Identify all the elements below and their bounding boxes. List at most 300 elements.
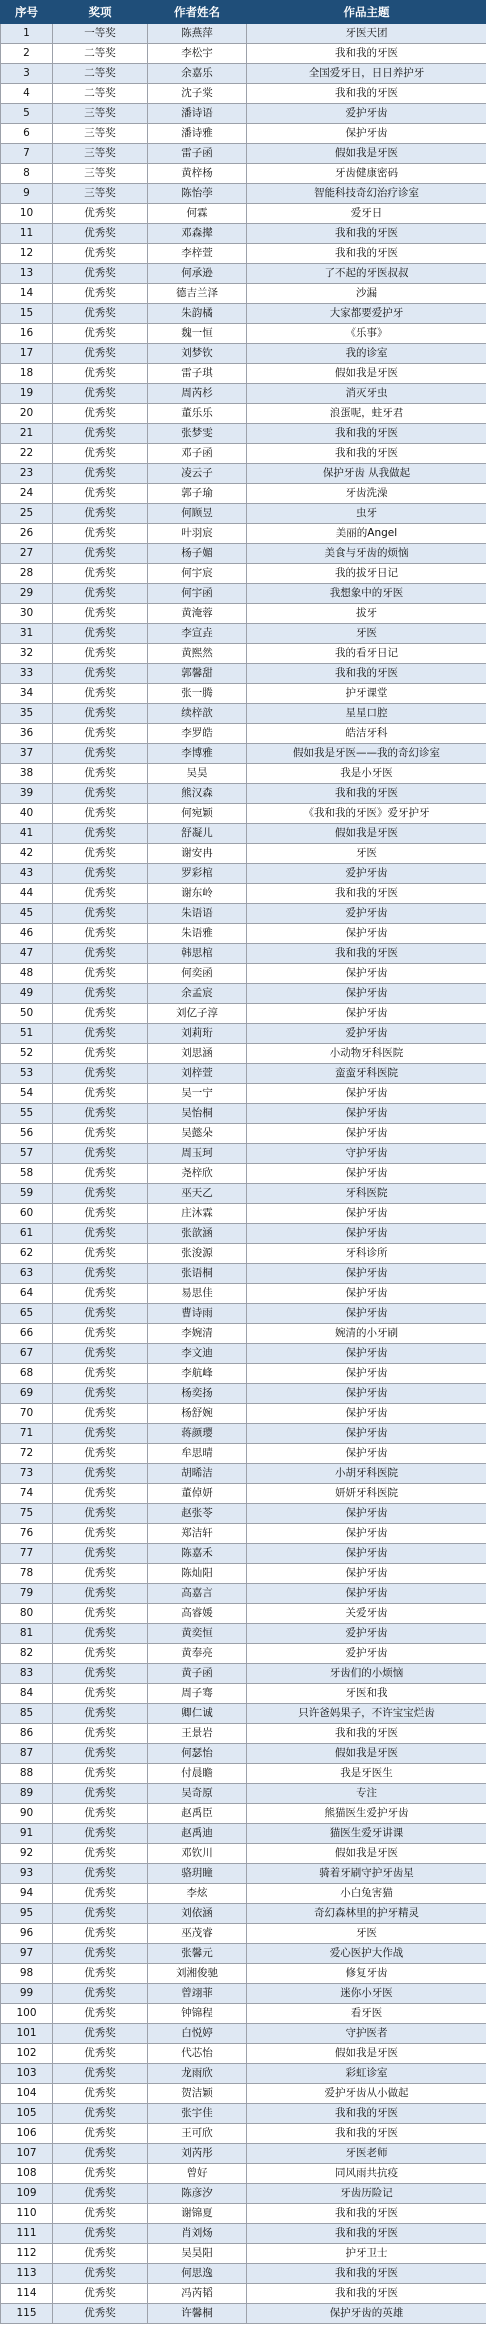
table-row (1, 284, 486, 304)
cell-author: 骆玥瞳 (148, 1864, 247, 1884)
cell-award: 优秀奖 (53, 504, 148, 524)
table-row (1, 1944, 486, 1964)
cell-author: 黄梓杨 (148, 164, 247, 184)
cell-award: 优秀奖 (53, 2224, 148, 2244)
table-row (1, 164, 486, 184)
cell-author: 张梦雯 (148, 424, 247, 444)
cell-number: 54 (1, 1084, 53, 1104)
cell-theme: 虫牙 (247, 504, 486, 524)
cell-theme: 我和我的牙医 (247, 424, 486, 444)
table-row (1, 1164, 486, 1184)
cell-number: 49 (1, 984, 53, 1004)
table-row (1, 1544, 486, 1564)
cell-award: 优秀奖 (53, 1824, 148, 1844)
cell-theme: 牙齿历险记 (247, 2184, 486, 2204)
cell-number: 13 (1, 264, 53, 284)
cell-author: 赵张苓 (148, 1504, 247, 1524)
cell-number: 9 (1, 184, 53, 204)
cell-number: 41 (1, 824, 53, 844)
cell-number: 74 (1, 1484, 53, 1504)
table-row (1, 1724, 486, 1744)
table-row (1, 1664, 486, 1684)
cell-theme: 保护牙齿 (247, 1364, 486, 1384)
cell-award: 优秀奖 (53, 584, 148, 604)
cell-author: 王景岩 (148, 1724, 247, 1744)
cell-author: 吴昊 (148, 764, 247, 784)
cell-author: 白悦婷 (148, 2024, 247, 2044)
cell-number: 29 (1, 584, 53, 604)
cell-theme: 我和我的牙医 (247, 2284, 486, 2304)
cell-number: 111 (1, 2224, 53, 2244)
table-row (1, 2264, 486, 2284)
cell-author: 何承逊 (148, 264, 247, 284)
cell-number: 43 (1, 864, 53, 884)
cell-number: 79 (1, 1584, 53, 1604)
cell-author: 吴奇原 (148, 1784, 247, 1804)
cell-number: 66 (1, 1324, 53, 1344)
cell-author: 何顾昱 (148, 504, 247, 524)
cell-theme: 保护牙齿 (247, 1084, 486, 1104)
table-row (1, 64, 486, 84)
cell-author: 牟思晴 (148, 1444, 247, 1464)
table-row (1, 1964, 486, 1984)
cell-author: 周子骞 (148, 1684, 247, 1704)
cell-theme: 保护牙齿 (247, 1344, 486, 1364)
cell-award: 三等奖 (53, 124, 148, 144)
cell-author: 德吉兰泽 (148, 284, 247, 304)
cell-number: 91 (1, 1824, 53, 1844)
cell-award: 三等奖 (53, 164, 148, 184)
cell-award: 优秀奖 (53, 224, 148, 244)
cell-author: 邓子函 (148, 444, 247, 464)
table-row (1, 1264, 486, 1284)
cell-number: 94 (1, 1884, 53, 1904)
table-row (1, 1844, 486, 1864)
cell-award: 优秀奖 (53, 1004, 148, 1024)
cell-number: 39 (1, 784, 53, 804)
table-row (1, 1824, 486, 1844)
cell-award: 优秀奖 (53, 1904, 148, 1924)
cell-number: 16 (1, 324, 53, 344)
cell-award: 二等奖 (53, 84, 148, 104)
cell-author: 魏一恒 (148, 324, 247, 344)
cell-author: 高睿媛 (148, 1604, 247, 1624)
cell-number: 77 (1, 1544, 53, 1564)
cell-award: 优秀奖 (53, 1044, 148, 1064)
cell-award: 优秀奖 (53, 1464, 148, 1484)
table-row (1, 24, 486, 44)
table-row (1, 664, 486, 684)
cell-theme: 我和我的牙医 (247, 884, 486, 904)
cell-author: 董乐乐 (148, 404, 247, 424)
cell-number: 59 (1, 1184, 53, 1204)
table-row (1, 84, 486, 104)
cell-number: 92 (1, 1844, 53, 1864)
cell-award: 优秀奖 (53, 244, 148, 264)
table-row (1, 1704, 486, 1724)
cell-author: 吴懿朵 (148, 1124, 247, 1144)
cell-theme: 保护牙齿 (247, 1424, 486, 1444)
table-row (1, 704, 486, 724)
table-row (1, 684, 486, 704)
cell-award: 优秀奖 (53, 1244, 148, 1264)
table-row (1, 1784, 486, 1804)
cell-theme: 我的拔牙日记 (247, 564, 486, 584)
cell-theme: 护牙课堂 (247, 684, 486, 704)
table-row (1, 1024, 486, 1044)
header-theme: 作品主题 (247, 1, 486, 24)
cell-theme: 假如我是牙医 (247, 824, 486, 844)
cell-award: 优秀奖 (53, 1844, 148, 1864)
table-row (1, 2244, 486, 2264)
cell-award: 优秀奖 (53, 1884, 148, 1904)
cell-number: 72 (1, 1444, 53, 1464)
table-row (1, 324, 486, 344)
cell-number: 20 (1, 404, 53, 424)
cell-number: 62 (1, 1244, 53, 1264)
cell-award: 优秀奖 (53, 464, 148, 484)
table-row (1, 904, 486, 924)
cell-award: 优秀奖 (53, 1444, 148, 1464)
cell-award: 优秀奖 (53, 1084, 148, 1104)
cell-award: 优秀奖 (53, 964, 148, 984)
cell-award: 优秀奖 (53, 1344, 148, 1364)
cell-theme: 牙医和我 (247, 1684, 486, 1704)
cell-theme: 熊猫医生爱护牙齿 (247, 1804, 486, 1824)
cell-author: 何宇函 (148, 584, 247, 604)
cell-number: 53 (1, 1064, 53, 1084)
cell-author: 刘芮彤 (148, 2144, 247, 2164)
cell-author: 李炫 (148, 1884, 247, 1904)
cell-award: 优秀奖 (53, 644, 148, 664)
cell-number: 35 (1, 704, 53, 724)
cell-theme: 爱护牙齿 (247, 104, 486, 124)
cell-theme: 保护牙齿 (247, 1444, 486, 1464)
table-row (1, 1584, 486, 1604)
cell-author: 李博雅 (148, 744, 247, 764)
cell-number: 10 (1, 204, 53, 224)
cell-award: 优秀奖 (53, 404, 148, 424)
cell-author: 朱语语 (148, 904, 247, 924)
cell-theme: 守护医者 (247, 2024, 486, 2044)
cell-theme: 保护牙齿 (247, 1004, 486, 1024)
table-row (1, 464, 486, 484)
cell-award: 优秀奖 (53, 1204, 148, 1224)
cell-theme: 我是牙医生 (247, 1764, 486, 1784)
table-row (1, 1224, 486, 1244)
cell-award: 优秀奖 (53, 604, 148, 624)
cell-theme: 我和我的牙医 (247, 224, 486, 244)
table-row (1, 1144, 486, 1164)
cell-author: 熊汉森 (148, 784, 247, 804)
table-row (1, 344, 486, 364)
table-row (1, 424, 486, 444)
table-row (1, 1424, 486, 1444)
cell-author: 许馨桐 (148, 2304, 247, 2324)
cell-theme: 护牙卫士 (247, 2244, 486, 2264)
table-row (1, 304, 486, 324)
table-row (1, 964, 486, 984)
cell-number: 2 (1, 44, 53, 64)
cell-theme: 专注 (247, 1784, 486, 1804)
cell-author: 易思佳 (148, 1284, 247, 1304)
cell-author: 贺洁颖 (148, 2084, 247, 2104)
cell-award: 优秀奖 (53, 564, 148, 584)
cell-award: 优秀奖 (53, 384, 148, 404)
cell-author: 陈怡荸 (148, 184, 247, 204)
cell-theme: 我和我的牙医 (247, 664, 486, 684)
cell-award: 优秀奖 (53, 364, 148, 384)
cell-number: 115 (1, 2304, 53, 2324)
cell-award: 优秀奖 (53, 1484, 148, 1504)
cell-theme: 假如我是牙医 (247, 1744, 486, 1764)
cell-number: 37 (1, 744, 53, 764)
cell-award: 优秀奖 (53, 1404, 148, 1424)
cell-award: 优秀奖 (53, 1164, 148, 1184)
cell-theme: 消灭牙虫 (247, 384, 486, 404)
cell-award: 优秀奖 (53, 1284, 148, 1304)
cell-author: 陈燕萍 (148, 24, 247, 44)
cell-number: 15 (1, 304, 53, 324)
cell-award: 优秀奖 (53, 484, 148, 504)
cell-number: 83 (1, 1664, 53, 1684)
cell-theme: 沙漏 (247, 284, 486, 304)
cell-theme: 保护牙齿 (247, 1264, 486, 1284)
cell-author: 杨子媚 (148, 544, 247, 564)
cell-author: 杨奕扬 (148, 1384, 247, 1404)
cell-award: 优秀奖 (53, 1744, 148, 1764)
cell-author: 黄奉亮 (148, 1644, 247, 1664)
cell-theme: 美丽的Angel (247, 524, 486, 544)
cell-number: 45 (1, 904, 53, 924)
cell-number: 47 (1, 944, 53, 964)
table-row (1, 924, 486, 944)
cell-theme: 爱护牙齿 (247, 864, 486, 884)
cell-theme: 假如我是牙医 (247, 2044, 486, 2064)
cell-award: 优秀奖 (53, 944, 148, 964)
cell-author: 邓森撵 (148, 224, 247, 244)
table-row (1, 1084, 486, 1104)
cell-award: 优秀奖 (53, 1184, 148, 1204)
cell-author: 巫天乙 (148, 1184, 247, 1204)
table-row (1, 264, 486, 284)
cell-author: 张一腾 (148, 684, 247, 704)
table-row (1, 2304, 486, 2324)
cell-number: 8 (1, 164, 53, 184)
table-row (1, 1364, 486, 1384)
cell-author: 雷子函 (148, 144, 247, 164)
table-row (1, 364, 486, 384)
cell-author: 朱韵橘 (148, 304, 247, 324)
cell-theme: 守护牙齿 (247, 1144, 486, 1164)
header-row (1, 1, 486, 24)
cell-number: 3 (1, 64, 53, 84)
cell-award: 二等奖 (53, 64, 148, 84)
cell-theme: 假如我是牙医 (247, 364, 486, 384)
cell-theme: 爱牙日 (247, 204, 486, 224)
cell-theme: 保护牙齿的英雄 (247, 2304, 486, 2324)
cell-award: 优秀奖 (53, 2284, 148, 2304)
cell-award: 优秀奖 (53, 1604, 148, 1624)
cell-author: 巫茂睿 (148, 1924, 247, 1944)
cell-author: 黄熙然 (148, 644, 247, 664)
cell-author: 何瑟怡 (148, 1744, 247, 1764)
cell-number: 42 (1, 844, 53, 864)
cell-award: 优秀奖 (53, 2024, 148, 2044)
cell-theme: 爱护牙齿 (247, 1644, 486, 1664)
cell-award: 优秀奖 (53, 1644, 148, 1664)
cell-award: 优秀奖 (53, 1984, 148, 2004)
cell-award: 优秀奖 (53, 284, 148, 304)
cell-number: 88 (1, 1764, 53, 1784)
table-row (1, 784, 486, 804)
cell-award: 优秀奖 (53, 1764, 148, 1784)
cell-number: 22 (1, 444, 53, 464)
cell-number: 107 (1, 2144, 53, 2164)
cell-number: 109 (1, 2184, 53, 2204)
cell-number: 5 (1, 104, 53, 124)
cell-author: 庄沐霖 (148, 1204, 247, 1224)
table-row (1, 1124, 486, 1144)
cell-award: 优秀奖 (53, 1224, 148, 1244)
cell-author: 李文迪 (148, 1344, 247, 1364)
cell-theme: 皓洁牙科 (247, 724, 486, 744)
table-row (1, 1464, 486, 1484)
cell-number: 25 (1, 504, 53, 524)
cell-theme: 关爱牙齿 (247, 1604, 486, 1624)
table-row (1, 1924, 486, 1944)
table-row (1, 804, 486, 824)
cell-number: 21 (1, 424, 53, 444)
cell-number: 71 (1, 1424, 53, 1444)
cell-number: 28 (1, 564, 53, 584)
table-row (1, 104, 486, 124)
cell-author: 钟锦程 (148, 2004, 247, 2024)
cell-author: 叶羽宸 (148, 524, 247, 544)
table-row (1, 1044, 486, 1064)
cell-number: 23 (1, 464, 53, 484)
cell-theme: 保护牙齿 (247, 924, 486, 944)
cell-author: 张歆涵 (148, 1224, 247, 1244)
cell-theme: 我和我的牙医 (247, 2124, 486, 2144)
table-row (1, 764, 486, 784)
cell-author: 朱语雅 (148, 924, 247, 944)
cell-theme: 保护牙齿 (247, 1384, 486, 1404)
cell-author: 龙雨欣 (148, 2064, 247, 2084)
cell-author: 谢锦夏 (148, 2204, 247, 2224)
cell-author: 谢安冉 (148, 844, 247, 864)
table-row (1, 1764, 486, 1784)
table-row (1, 2084, 486, 2104)
cell-theme: 了不起的牙医叔叔 (247, 264, 486, 284)
cell-author: 舒凝儿 (148, 824, 247, 844)
cell-theme: 小胡牙科医院 (247, 1464, 486, 1484)
table-row (1, 2044, 486, 2064)
cell-author: 曾好 (148, 2164, 247, 2184)
table-row (1, 1204, 486, 1224)
cell-theme: 保护牙齿 (247, 1544, 486, 1564)
cell-award: 优秀奖 (53, 324, 148, 344)
cell-award: 优秀奖 (53, 2264, 148, 2284)
cell-theme: 爱护牙齿 (247, 904, 486, 924)
cell-author: 黄奕恒 (148, 1624, 247, 1644)
cell-number: 85 (1, 1704, 53, 1724)
cell-award: 优秀奖 (53, 704, 148, 724)
cell-author: 郑洁轩 (148, 1524, 247, 1544)
cell-award: 优秀奖 (53, 1924, 148, 1944)
table-row (1, 444, 486, 464)
cell-number: 40 (1, 804, 53, 824)
cell-number: 44 (1, 884, 53, 904)
table-row (1, 604, 486, 624)
cell-award: 优秀奖 (53, 424, 148, 444)
table-row (1, 844, 486, 864)
cell-award: 优秀奖 (53, 2244, 148, 2264)
cell-author: 邓钦川 (148, 1844, 247, 1864)
cell-number: 6 (1, 124, 53, 144)
cell-number: 104 (1, 2084, 53, 2104)
cell-award: 优秀奖 (53, 744, 148, 764)
cell-number: 63 (1, 1264, 53, 1284)
cell-number: 108 (1, 2164, 53, 2184)
cell-number: 101 (1, 2024, 53, 2044)
cell-number: 58 (1, 1164, 53, 1184)
cell-award: 优秀奖 (53, 1504, 148, 1524)
table-row (1, 1804, 486, 1824)
cell-number: 95 (1, 1904, 53, 1924)
cell-award: 三等奖 (53, 184, 148, 204)
cell-number: 86 (1, 1724, 53, 1744)
cell-theme: 我和我的牙医 (247, 1724, 486, 1744)
cell-author: 周芮杉 (148, 384, 247, 404)
table-row (1, 2164, 486, 2184)
table-row (1, 1504, 486, 1524)
cell-number: 81 (1, 1624, 53, 1644)
cell-number: 70 (1, 1404, 53, 1424)
cell-award: 优秀奖 (53, 1624, 148, 1644)
cell-award: 优秀奖 (53, 624, 148, 644)
table-row (1, 1684, 486, 1704)
cell-author: 何霖 (148, 204, 247, 224)
table-row (1, 244, 486, 264)
cell-author: 凌云子 (148, 464, 247, 484)
cell-author: 李梓萱 (148, 244, 247, 264)
table-row (1, 1344, 486, 1364)
cell-theme: 假如我是牙医 (247, 1844, 486, 1864)
cell-number: 82 (1, 1644, 53, 1664)
cell-theme: 牙科诊所 (247, 1244, 486, 1264)
cell-theme: 爱护牙齿从小做起 (247, 2084, 486, 2104)
table-row (1, 744, 486, 764)
cell-award: 优秀奖 (53, 684, 148, 704)
cell-number: 96 (1, 1924, 53, 1944)
cell-author: 李宣垚 (148, 624, 247, 644)
cell-award: 优秀奖 (53, 2304, 148, 2324)
cell-theme: 我想象中的牙医 (247, 584, 486, 604)
table-row (1, 564, 486, 584)
cell-award: 优秀奖 (53, 924, 148, 944)
table-row (1, 384, 486, 404)
cell-author: 潘诗雅 (148, 124, 247, 144)
cell-award: 优秀奖 (53, 2004, 148, 2024)
cell-number: 46 (1, 924, 53, 944)
table-row (1, 1604, 486, 1624)
cell-theme: 骑着牙刷守护牙齿星 (247, 1864, 486, 1884)
cell-theme: 保护牙齿 (247, 1524, 486, 1544)
cell-theme: 保护牙齿 (247, 1104, 486, 1124)
cell-theme: 保护牙齿 (247, 984, 486, 1004)
cell-author: 张宇佳 (148, 2104, 247, 2124)
